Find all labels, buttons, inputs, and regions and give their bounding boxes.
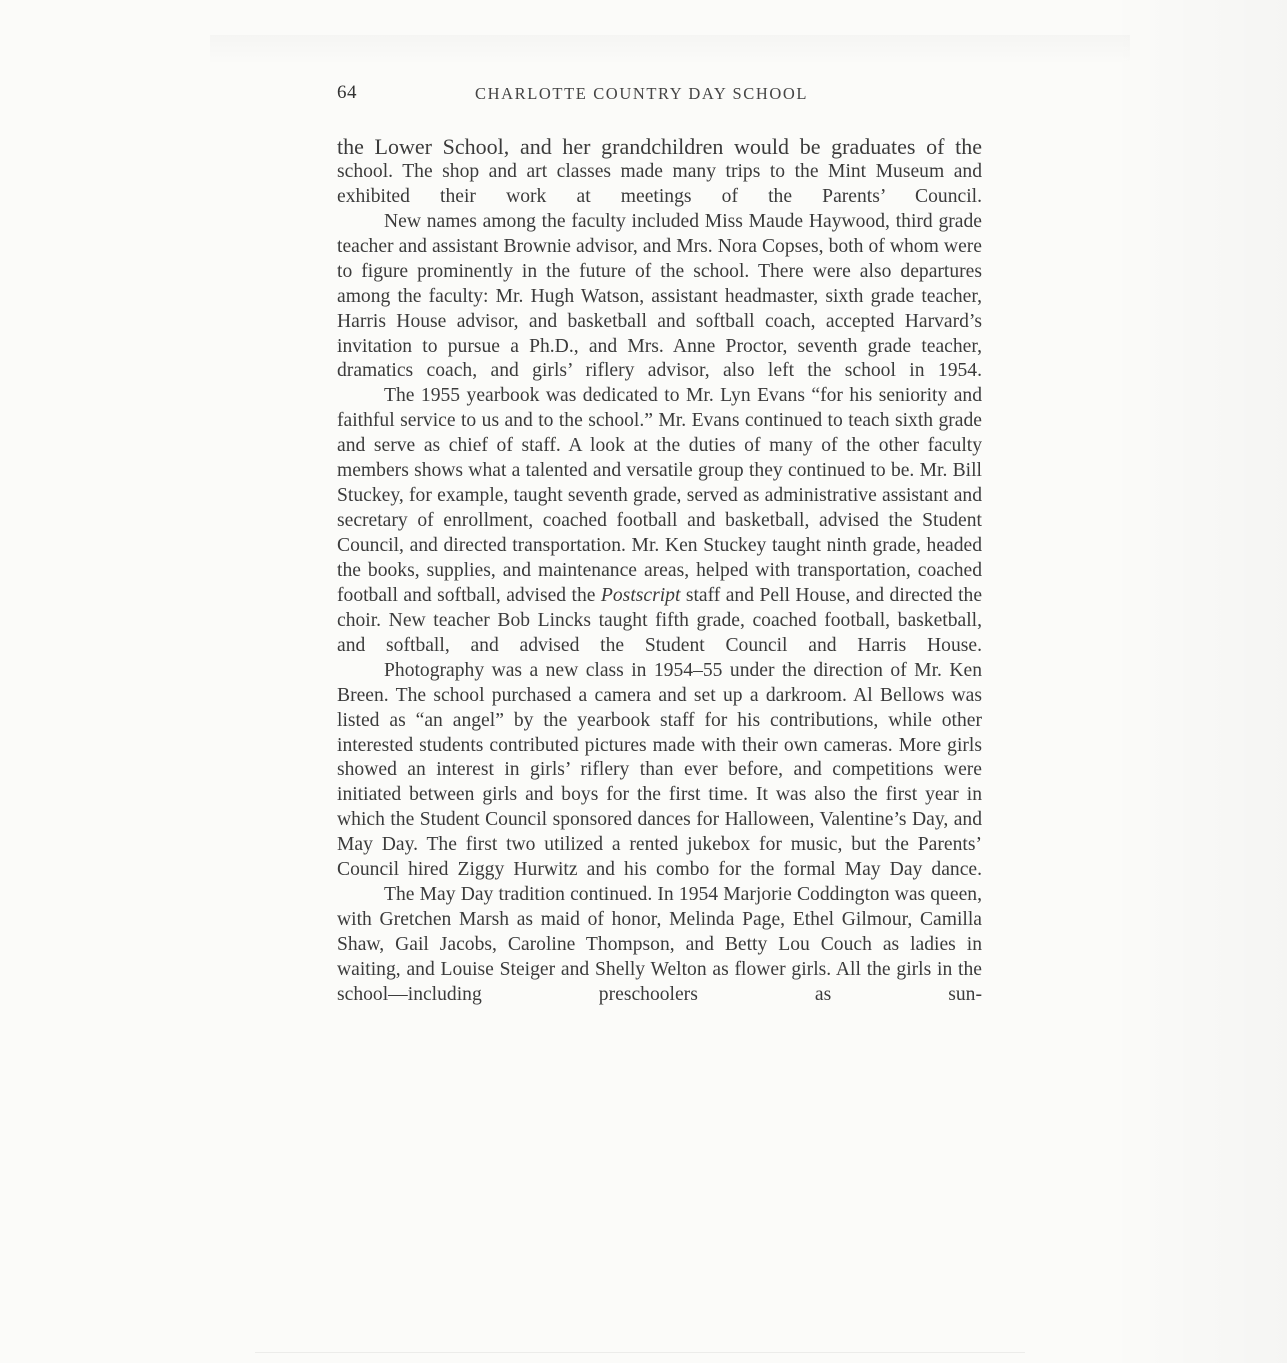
paragraph-2: New names among the faculty included Miss Maude Haywood, third grade teacher and assistant Brownie advisor, and Mrs. Nora Copses, both of whom were to figure prominently in the future of the school. There were also departures among the faculty: Mr. Hugh Watson, assistant headmaster, sixth grade teacher, Harris House advisor, and basketball and softball coach, accepted Harvard’s invitation to pursue a Ph.D., and Mrs. Anne Proctor, seventh grade teacher, dramatics coach, and girls’ riflery advisor, also left the school in 1954.: [337, 210, 982, 382]
page-header: [337, 82, 982, 110]
paragraph-3-text-b: staff and Pell House, and directed the choir. New teacher Bob Lincks taught fifth grade, coached football, basketball, and softball, and advised the Student Council and Harris House.: [337, 584, 983, 656]
paragraph-5: The May Day tradition continued. In 1954 Marjorie Coddington was queen, with Gretchen Marsh as maid of honor, Melinda Page, Ethel Gilmour, Camilla Shaw, Gail Jacobs, Caroline Thompson, and Betty Lou Couch as ladies in waiting, and Louise Steiger and Shelly Welton as flower girls. All the girls in the school—including preschoolers as sun-: [337, 884, 982, 1005]
page-number: 64: [337, 82, 357, 103]
running-head: CHARLOTTE COUNTRY DAY SCHOOL: [475, 84, 809, 103]
scan-shading-right: [1107, 0, 1287, 1363]
paragraph-3: [337, 384, 982, 658]
body-text: [337, 135, 982, 1008]
scan-shading: [210, 35, 1130, 65]
scan-edge: [255, 1352, 1025, 1353]
postscript-title: Postscript: [600, 584, 681, 606]
paragraph-1: the Lower School, and her grandchildren would be graduates of the school. The shop and art classes made many trips to the Mint Museum and exhibited their work at meetings of the Parents’ Council.: [337, 134, 982, 207]
paragraph-3-text-a: The 1955 yearbook was dedicated to Mr. Lyn Evans “for his seniority and faithful service to us and to the school.” Mr. Evans continued to teach sixth grade and serve as chief of staff. A look at the duties of many of the other faculty members shows what a talented and versatile group they continued to be. Mr. Bill Stuckey, for example, taught seventh grade, served as administrative assistant and secretary of enrollment, coached football and basketball, advised the Student Council, and directed transportation. Mr. Ken Stuckey taught ninth grade, headed the books, supplies, and maintenance areas, helped with transportation, coached football and softball, advised the: [337, 385, 982, 606]
paragraph-4: Photography was a new class in 1954–55 under the direction of Mr. Ken Breen. The school purchased a camera and set up a darkroom. Al Bellows was listed as “an angel” by the yearbook staff for his contributions, while other interested students contributed pictures made with their own cameras. More girls showed an interest in girls’ riflery than ever before, and competitions were initiated between girls and boys for the first time. It was also the first year in which the Student Council sponsored dances for Halloween, Valentine’s Day, and May Day. The first two utilized a rented jukebox for music, but the Parents’ Council hired Ziggy Hurwitz and his combo for the formal May Day dance.: [337, 659, 982, 881]
